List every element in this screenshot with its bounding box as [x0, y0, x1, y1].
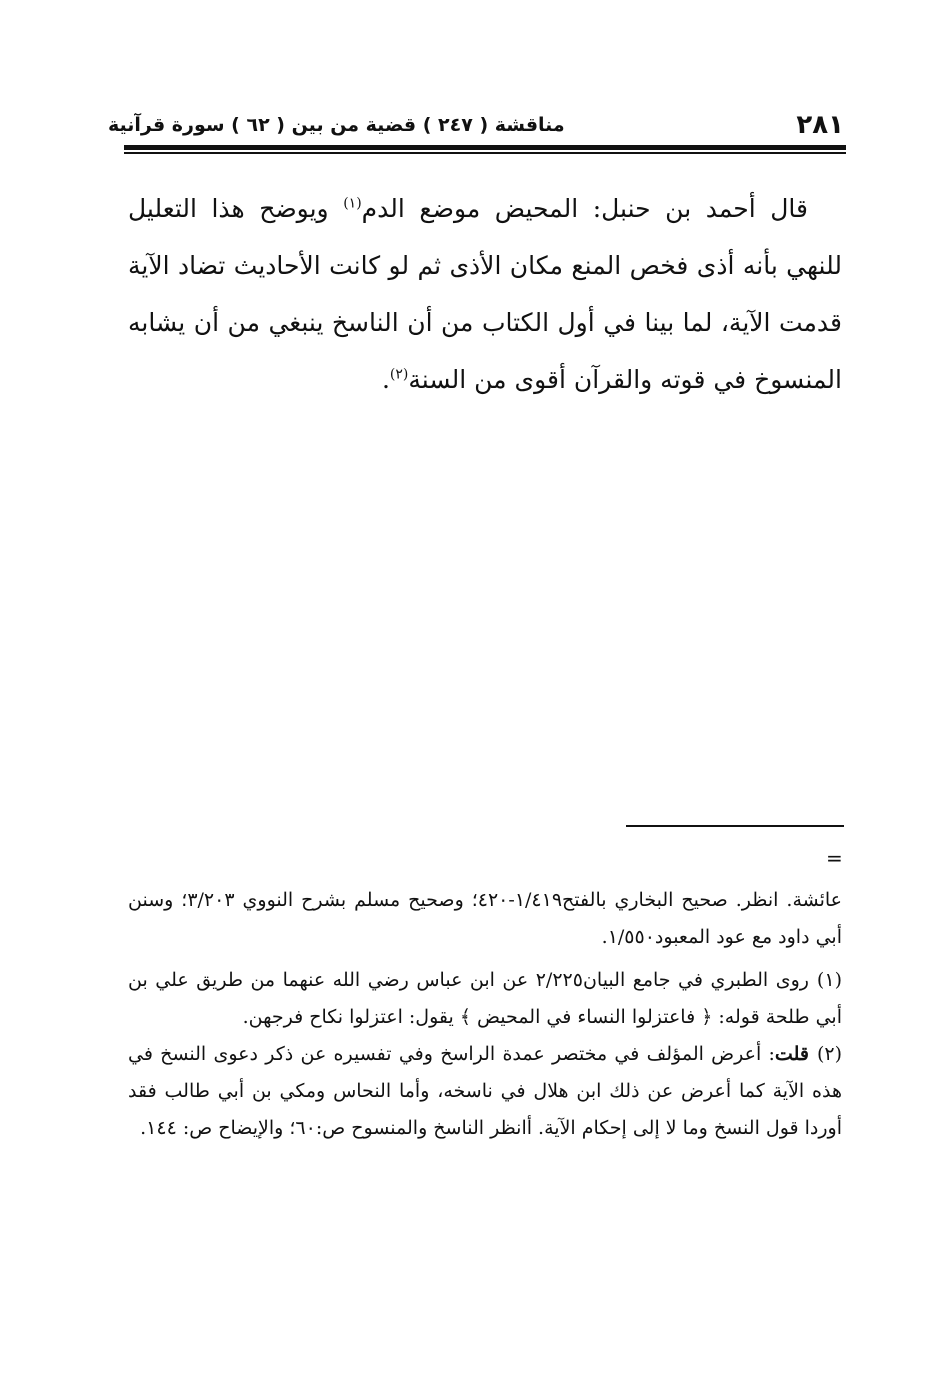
page-number: ٢٨١ [796, 110, 844, 140]
main-text-part-2: ويوضح هذا التعليل للنهي بأنه أذى فخص المنع مكان الأذى ثم لو كانت الأحاديث تضاد الآية قدمت الآية، لما بينا في أول الكتاب من أن الناسخ ينبغي من أن يشابه المنسوخ في قوته والقرآن أقوى من السنة [128, 194, 842, 394]
main-text-part-1: قال أحمد بن حنبل: المحيض موضع الدم [361, 194, 809, 223]
main-text-end: . [381, 365, 390, 394]
footnote-1 [128, 962, 842, 1036]
footnote-1-number: (١) [816, 969, 842, 991]
footnote-1-text: روى الطبري في جامع البيان٢/٢٢٥ عن ابن عباس رضي الله عنهما من طريق علي بن أبي طلحة قوله: ﴿ فاعتزلوا النساء في المحيض ﴾ يقول: اعتزلوا نكاح فرجهن. [128, 969, 842, 1028]
footnote-2-text: : أعرض المؤلف في مختصر عمدة الراسخ وفي تفسيره عن ذكر دعوى النسخ في هذه الآية كما أعرض عن ذلك ابن هلال في ناسخه، وأما النحاس ومكي بن أبي طالب فقد أوردا قول النسخ وما لا إلى إحكام الآية. أانظر الناسخ والمنسوح ص:٦٠؛ والإيضاح ص: ١٤٤. [128, 1043, 842, 1139]
footnote-separator [626, 825, 844, 827]
page-header [108, 108, 844, 148]
footnote-continued: عائشة. انظر. صحيح البخاري بالفتح١/٤١٩-٤٢٠؛ وصحيح مسلم بشرح النووي ٣/٢٠٣؛ وسنن أبي داود مع عود المعبود١/٥٥٠. [128, 889, 842, 948]
footnote-ref-2[interactable]: (٢) [389, 366, 409, 383]
header-rule-thin [124, 152, 846, 154]
running-title: مناقشة ( ٢٤٧ ) قضية من بين ( ٦٢ ) سورة قرآنية [108, 114, 565, 136]
footnote-ref-1[interactable]: (١) [343, 195, 362, 212]
footnote-2-number: (٢) [816, 1043, 842, 1065]
main-text [128, 180, 842, 408]
footnote-2-label: قلت [774, 1043, 809, 1065]
footnotes-section [128, 882, 842, 1147]
footnote-2 [128, 1036, 842, 1147]
main-paragraph [128, 180, 842, 408]
header-rule-thick [124, 145, 846, 150]
footnote-continuation-mark: = [826, 846, 843, 870]
